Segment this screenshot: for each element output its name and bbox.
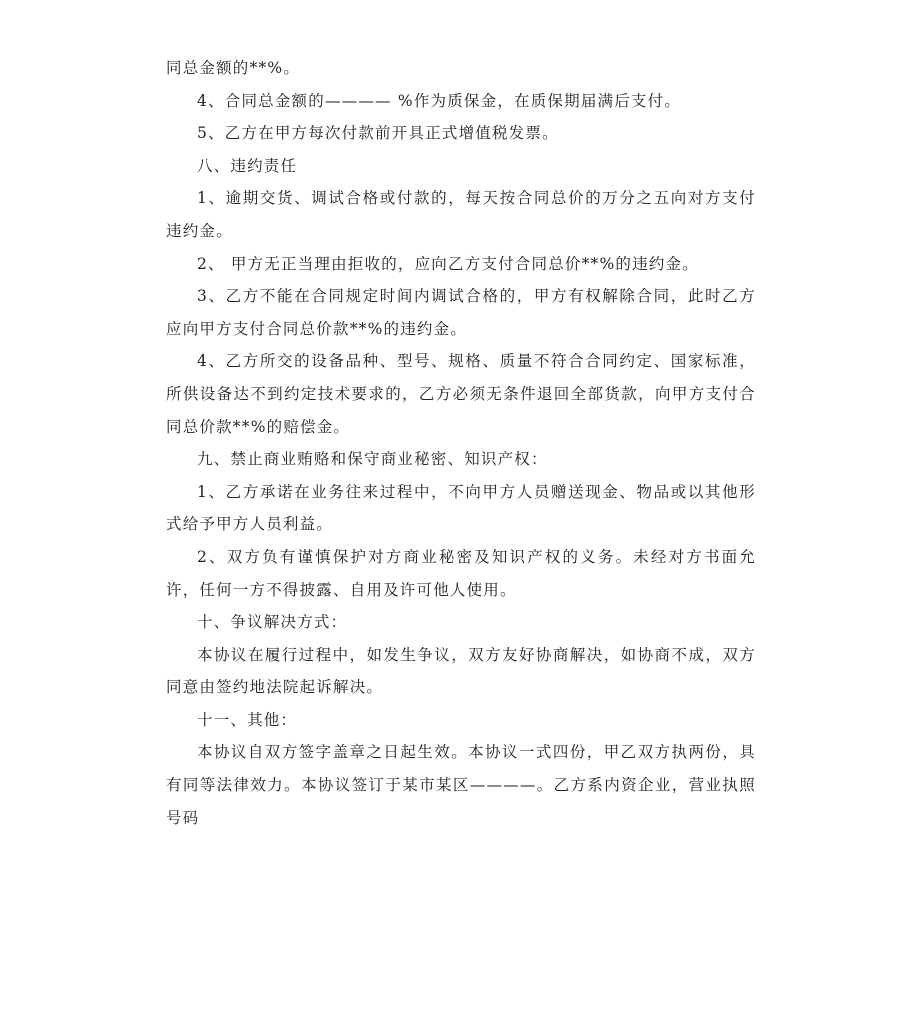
section-heading-other: 十一、其他： xyxy=(197,710,298,729)
paragraph-13: 本协议在履行过程中，如发生争议，双方友好协商解决，如协商不成，双方同意由签约地法院起诉解决。 xyxy=(166,645,756,697)
paragraph-10: 1、乙方承诺在业务往来过程中，不向甲方人员赠送现金、物品或以其他形式给予甲方人员利益。 xyxy=(166,482,756,534)
paragraph-7: 3、乙方不能在合同规定时间内调试合格的，甲方有权解除合同，此时乙方应向甲方支付合同总价款**%的违约金。 xyxy=(166,287,756,338)
paragraph-11: 2、双方负有谨慎保护对方商业秘密及知识产权的义务。未经对方书面允许，任何一方不得披露、自用及许可他人使用。 xyxy=(166,547,756,599)
paragraph-2: 4、合同总金额的———— %作为质保金，在质保期届满后支付。 xyxy=(197,91,682,110)
paragraph-6: 2、 甲方无正当理由拒收的，应向乙方支付合同总价**%的违约金。 xyxy=(197,254,699,273)
document-body xyxy=(166,52,756,834)
paragraph-8: 4、乙方所交的设备品种、型号、规格、质量不符合合同约定、国家标准，所供设备达不到约定技术要求的，乙方必须无条件退回全部货款，向甲方支付合同总价款**%的赔偿金。 xyxy=(166,352,756,436)
paragraph-15: 本协议自双方签字盖章之日起生效。本协议一式四份，甲乙双方执两份，具有同等法律效力。本协议签订于某市某区————。乙方系内资企业，营业执照号码 xyxy=(166,743,756,827)
paragraph-3: 5、乙方在甲方每次付款前开具正式增值税发票。 xyxy=(197,124,559,143)
paragraph-1: 同总金额的**%。 xyxy=(166,59,301,77)
paragraph-5: 1、逾期交货、调试合格或付款的，每天按合同总价的万分之五向对方支付违约金。 xyxy=(166,189,756,240)
section-heading-breach: 八、违约责任 xyxy=(197,156,298,175)
section-heading-confidentiality: 九、禁止商业贿赂和保守商业秘密、知识产权： xyxy=(197,450,548,469)
section-heading-dispute: 十、争议解决方式： xyxy=(197,613,348,632)
